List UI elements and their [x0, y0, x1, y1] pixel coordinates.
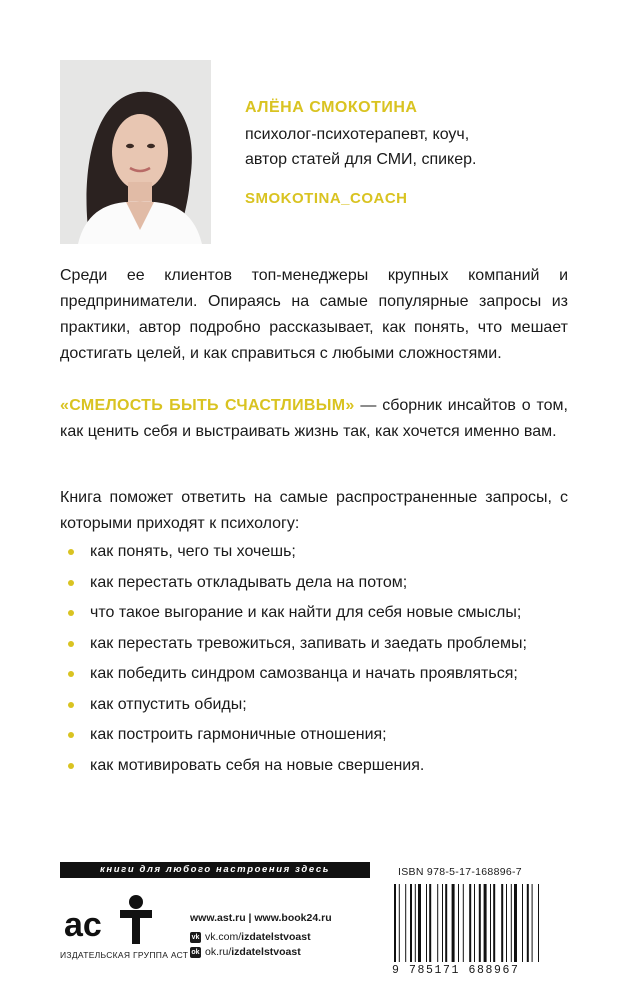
isbn-number: ISBN 978-5-17-168896-7: [398, 866, 522, 878]
book-description-text: — сборник инсайтов о том, как ценить себя и выстраивать жизнь так, как хочется именно вам.: [60, 397, 568, 440]
svg-text:ас: ас: [64, 906, 102, 944]
social-ok-link[interactable]: ok ok.ru/ izdatelstvoast: [191, 946, 301, 958]
intro-paragraph: Среди ее клиентов топ-менеджеры крупных компаний и предприниматели. Опираясь на самые популярные запросы из практики, автор подробно рассказывает, как понять, что мешает достигать целей, и как справиться с любыми сложностями.: [60, 267, 568, 362]
list-item: как мотивировать себя на новые свершения.: [60, 753, 590, 784]
bullet-dot-icon: [68, 763, 74, 769]
portrait-illustration: [60, 60, 211, 244]
bullet-dot-icon: [68, 549, 74, 555]
topics-list: [60, 539, 590, 783]
list-intro-paragraph: Книга поможет ответить на самые распространенные запросы, с которыми приходят к психологу:: [60, 489, 568, 532]
barcode-icon: [392, 884, 570, 962]
list-item: что такое выгорание и как найти для себя новые смыслы;: [60, 600, 590, 631]
list-item: как понять, чего ты хочешь;: [60, 539, 590, 570]
author-role: [245, 122, 585, 172]
publisher-tagline: книги для любого настроения здесь: [60, 862, 370, 878]
list-item: как перестать тревожиться, запивать и заедать проблемы;: [60, 631, 590, 662]
publisher-name: ИЗДАТЕЛЬСКАЯ ГРУППА АСТ: [60, 950, 189, 960]
bullet-dot-icon: [68, 732, 74, 738]
ast-logo-icon: [60, 888, 160, 952]
author-photo: [60, 60, 211, 244]
barcode-digits: 9 785171 688967: [392, 964, 520, 977]
list-item: как отпустить обиды;: [60, 692, 590, 723]
bullet-dot-icon: [68, 671, 74, 677]
ok-icon: ok: [191, 948, 200, 956]
vk-icon: vk: [191, 933, 200, 941]
bullet-dot-icon: [68, 610, 74, 616]
bullet-dot-icon: [68, 580, 74, 586]
author-handle: SMOKOTINA_COACH: [245, 190, 408, 207]
bullet-dot-icon: [68, 641, 74, 647]
book-title: «СМЕЛОСТЬ БЫТЬ СЧАСТЛИВЫМ»: [60, 397, 355, 414]
list-item: как перестать откладывать дела на потом;: [60, 570, 590, 601]
list-item: как победить синдром самозванца и начать проявляться;: [60, 661, 590, 692]
author-role-line1: психолог-психотерапевт, коуч,: [245, 126, 470, 143]
social-vk-link[interactable]: vk vk.com/ izdatelstvoast: [191, 931, 311, 943]
author-name: АЛЁНА СМОКОТИНА: [245, 99, 418, 116]
website-links[interactable]: www.ast.ru | www.book24.ru: [190, 912, 332, 924]
bullet-dot-icon: [68, 702, 74, 708]
author-role-line2: автор статей для СМИ, спикер.: [245, 151, 477, 168]
book-description: [60, 393, 568, 445]
list-item: как построить гармоничные отношения;: [60, 722, 590, 753]
